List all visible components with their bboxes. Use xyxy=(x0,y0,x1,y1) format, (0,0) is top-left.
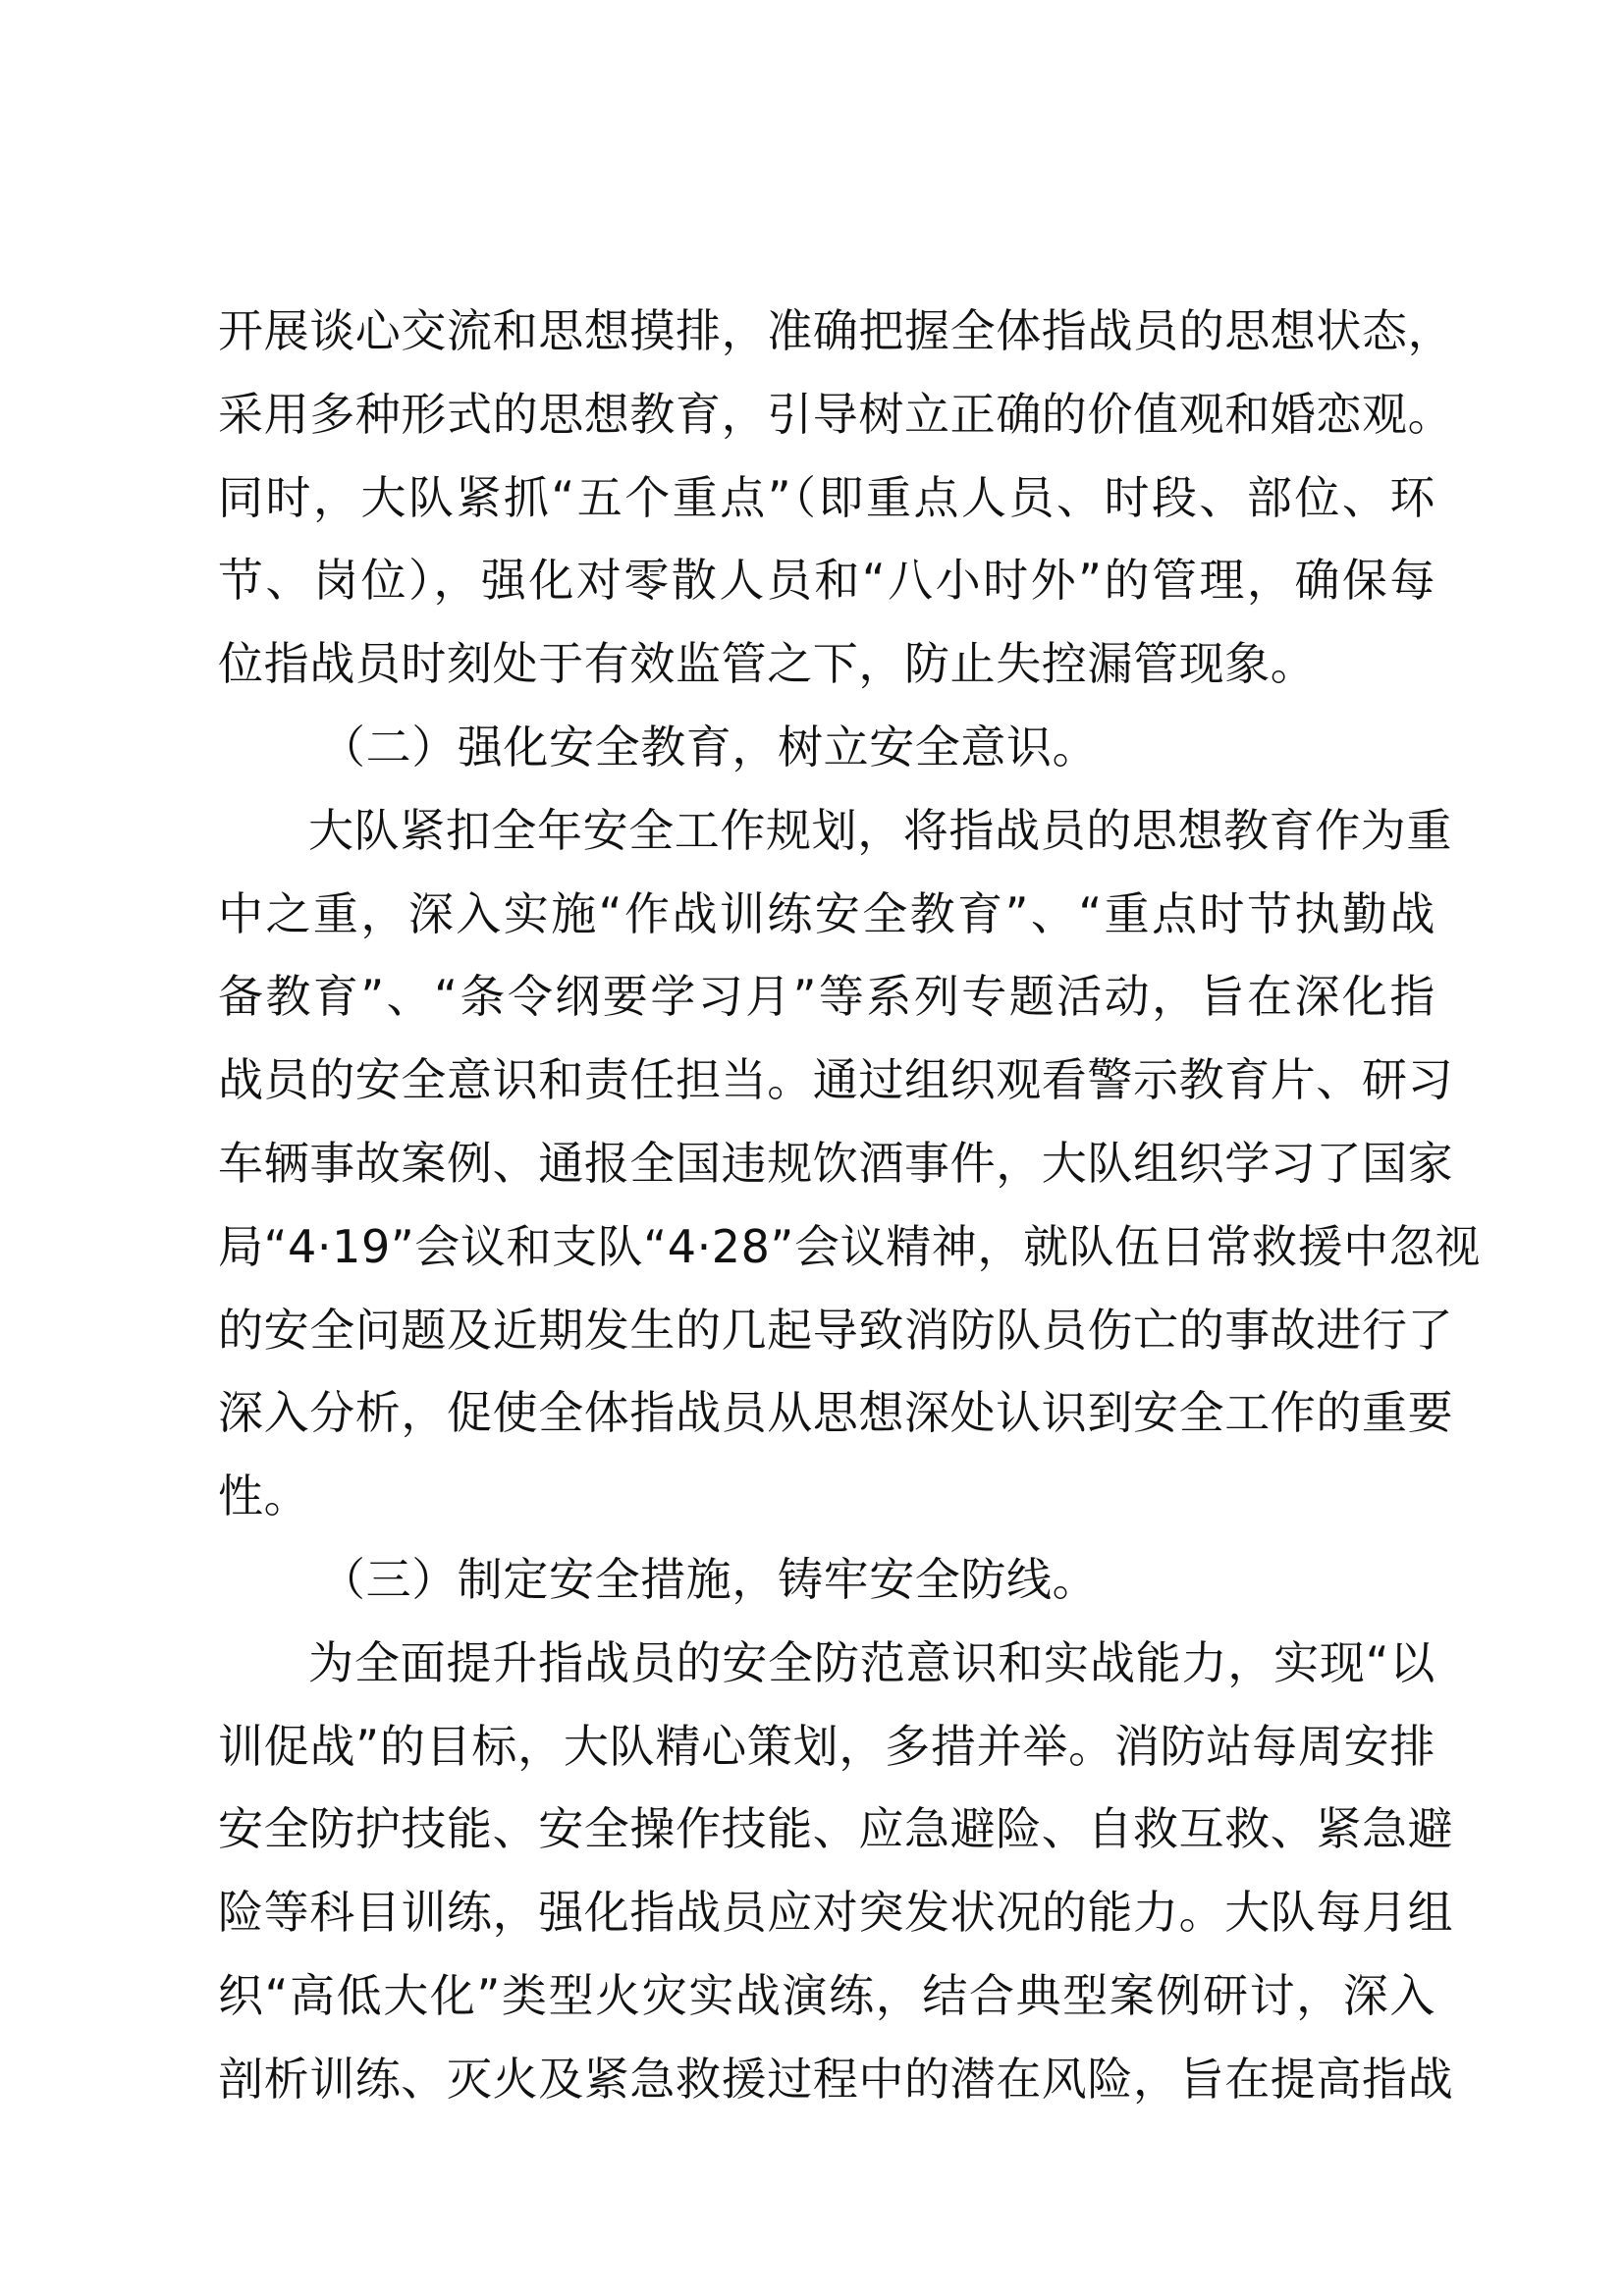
document-body xyxy=(218,290,1481,2121)
body-line: 性。 xyxy=(218,1469,310,1523)
body-line: 备教育”、“条令纲要学习月”等系列专题活动，旨在深化指 xyxy=(218,970,1435,1024)
body-line: 位指战员时刻处于有效监管之下，防止失控漏管现象。 xyxy=(218,637,1317,691)
body-line: 开展谈心交流和思想摸排，准确把握全体指战员的思想状态， xyxy=(218,304,1454,357)
section-heading: （二）强化安全教育，树立安全意识。 xyxy=(320,720,1099,774)
body-line: 战员的安全意识和责任担当。通过组织观看警示教育片、研习 xyxy=(218,1053,1454,1107)
section-heading: （三）制定安全措施，铸牢安全防线。 xyxy=(320,1552,1099,1606)
body-line: 训促战”的目标，大队精心策划，多措并举。消防站每周安排 xyxy=(218,1719,1435,1773)
body-line: 为全面提升指战员的安全防范意识和实战能力，实现“以 xyxy=(308,1635,1435,1689)
body-line: 险等科目训练，强化指战员应对突发状况的能力。大队每月组 xyxy=(218,1886,1454,1940)
body-line: 采用多种形式的思想教育，引导树立正确的价值观和婚恋观。 xyxy=(218,387,1454,441)
body-line: 车辆事故案例、通报全国违规饮酒事件，大队组织学习了国家 xyxy=(218,1136,1454,1190)
body-line: 安全防护技能、安全操作技能、应急避险、自救互救、紧急避 xyxy=(218,1802,1454,1856)
body-line: 中之重，深入实施“作战训练安全教育”、“重点时节执勤战 xyxy=(218,886,1435,940)
body-line: 织“高低大化”类型火灾实战演练，结合典型案例研讨，深入 xyxy=(218,1968,1435,2022)
body-line: 同时，大队紧抓“五个重点”（即重点人员、时段、部位、环 xyxy=(218,470,1435,524)
body-line: 大队紧扣全年安全工作规划，将指战员的思想教育作为重 xyxy=(308,803,1452,857)
body-line: 深入分析，促使全体指战员从思想深处认识到安全工作的重要 xyxy=(218,1386,1454,1440)
body-line: 剖析训练、灭火及紧急救援过程中的潜在风险，旨在提高指战 xyxy=(218,2052,1454,2106)
body-line: 局“4·19”会议和支队“4·28”会议精神，就队伍日常救援中忽视 xyxy=(218,1219,1481,1273)
body-line: 节、岗位），强化对零散人员和“八小时外”的管理，确保每 xyxy=(218,554,1435,608)
body-line: 的安全问题及近期发生的几起导致消防队员伤亡的事故进行了 xyxy=(218,1303,1454,1357)
